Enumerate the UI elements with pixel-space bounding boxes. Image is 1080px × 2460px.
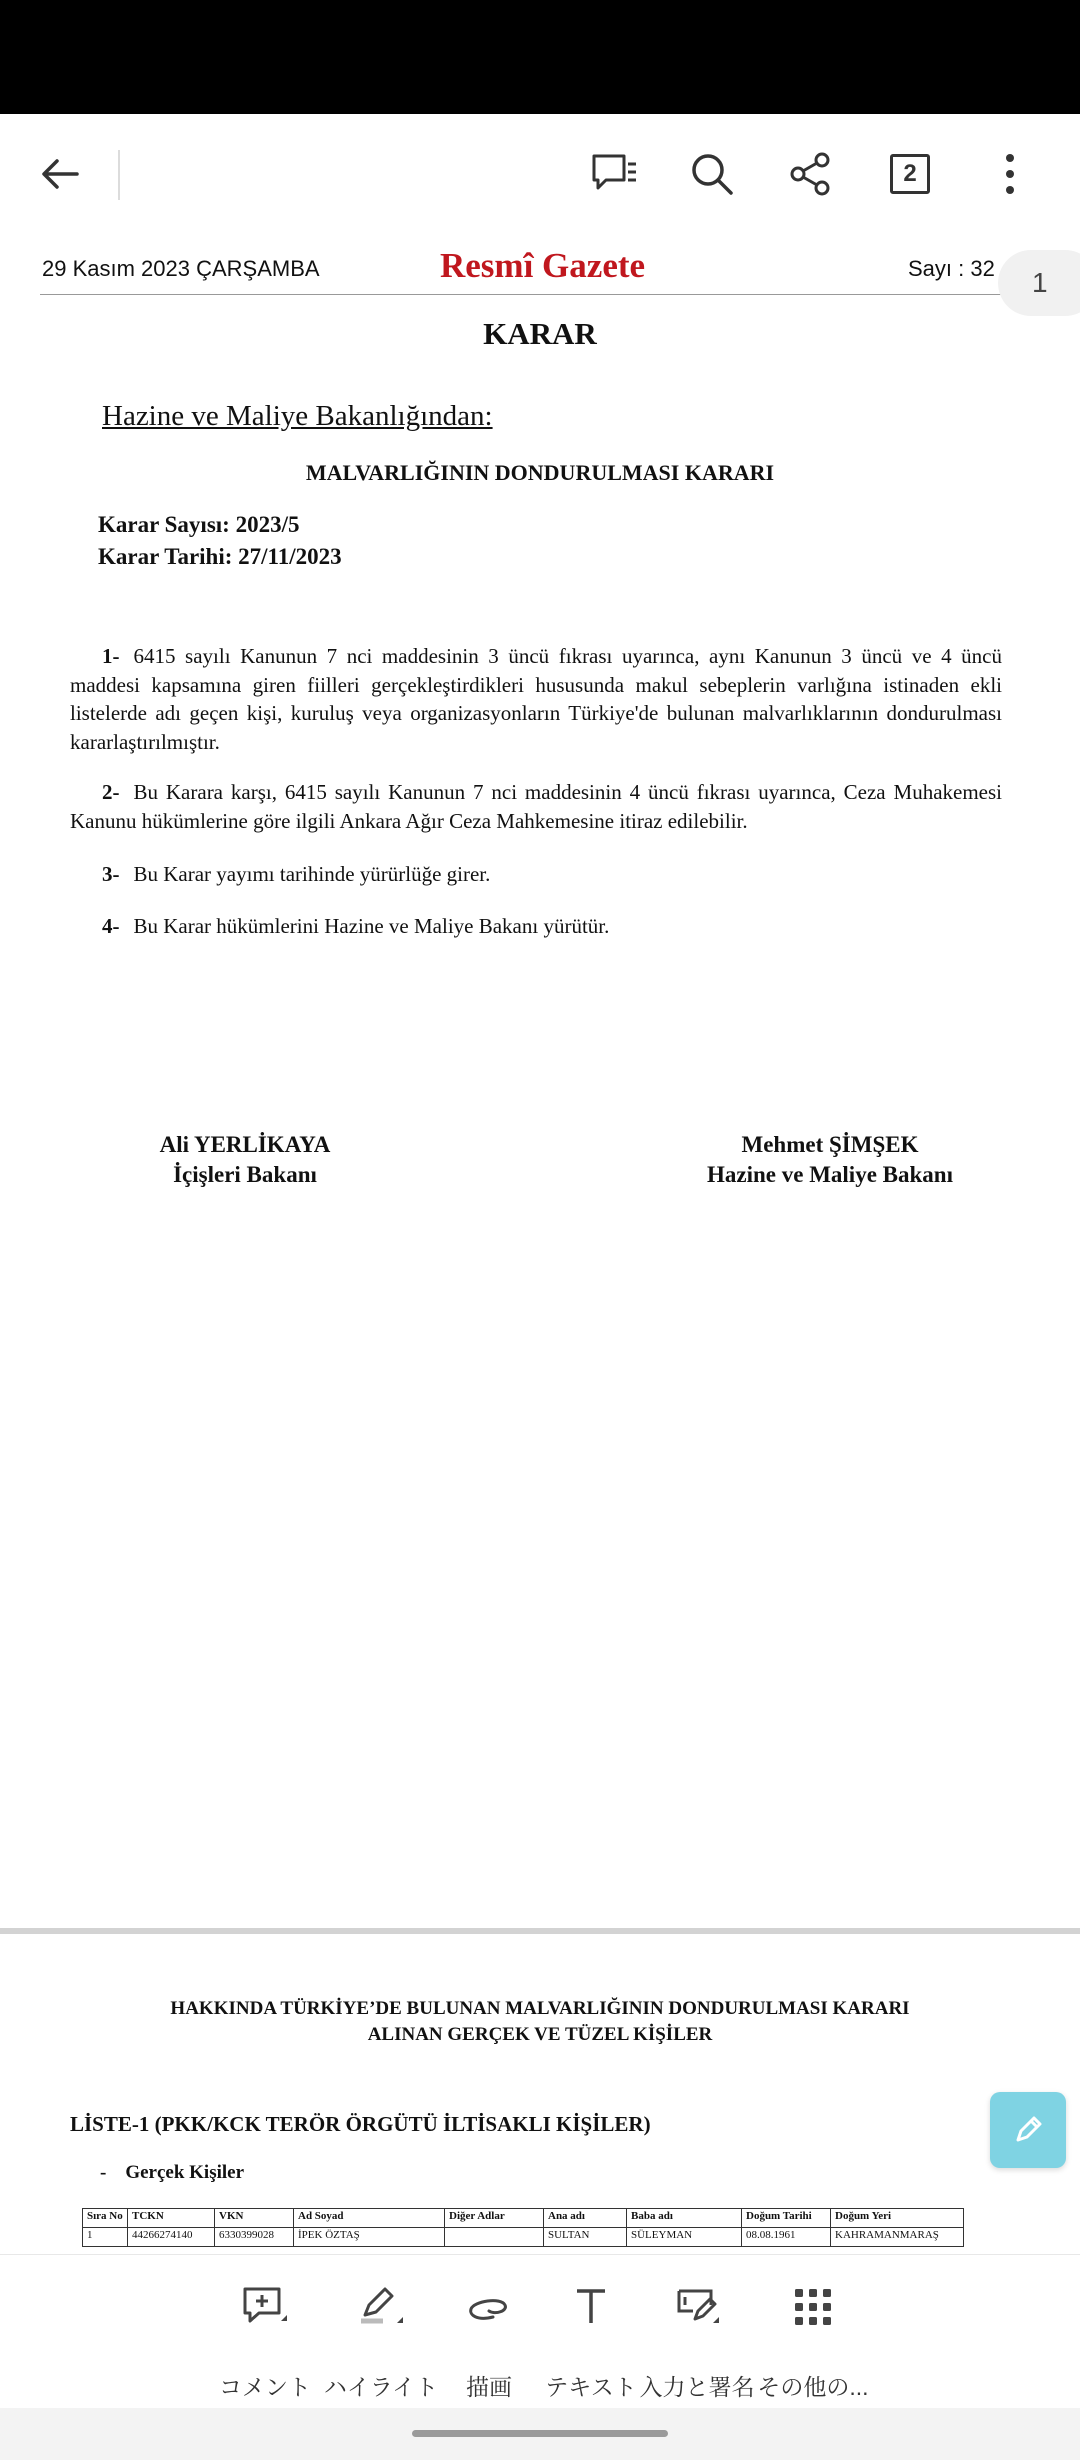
pen-icon: [1010, 2112, 1046, 2148]
page2-heading-line2: ALINAN GERÇEK VE TÜZEL KİŞİLER: [367, 2024, 713, 2045]
table-header: Sıra No: [83, 2209, 128, 2228]
table-header: VKN: [215, 2209, 294, 2228]
article-3: [70, 860, 1002, 889]
draw-lasso-icon: [459, 2277, 519, 2337]
gazette-issue: Sayı : 32: [908, 256, 995, 281]
table-row: [83, 2228, 964, 2247]
page2-heading: [0, 1996, 1080, 2048]
page-count: 2: [903, 160, 917, 187]
header-rule: [40, 294, 1040, 295]
table-cell: [445, 2228, 544, 2247]
back-arrow-icon: [37, 151, 83, 197]
comment-label: コメント: [219, 2374, 311, 2400]
toolbar-divider: [118, 150, 120, 200]
article-number: 2-: [102, 780, 120, 804]
signer-name: Mehmet ŞİMŞEK: [741, 1132, 919, 1157]
edit-fab-button[interactable]: [990, 2092, 1066, 2168]
table-header: Doğum Yeri: [831, 2209, 964, 2228]
search-icon: [688, 150, 736, 198]
table-header: TCKN: [128, 2209, 215, 2228]
table-cell: 1: [83, 2228, 128, 2247]
back-button[interactable]: [20, 134, 100, 214]
table-cell: 08.08.1961: [742, 2228, 831, 2247]
comment-tool[interactable]: [210, 2269, 320, 2399]
table-header: Baba adı: [627, 2209, 742, 2228]
more-tools[interactable]: [758, 2269, 868, 2399]
more-tools-label: その他の...: [757, 2374, 869, 2400]
page2-heading-line1: HAKKINDA TÜRKİYE’DE BULUNAN MALVARLIĞININ DONDURULMASI KARARI: [170, 1998, 910, 2019]
page-number: 1: [1032, 267, 1048, 298]
article-number: 1-: [102, 644, 120, 668]
highlight-label: ハイライト: [323, 2374, 439, 2400]
article-1: [70, 642, 1002, 756]
comment-add-icon: [235, 2277, 295, 2337]
decision-number: Karar Sayısı: 2023/5: [98, 512, 300, 537]
system-nav-bar: [0, 2408, 1080, 2460]
home-gesture-handle[interactable]: [412, 2430, 668, 2437]
pages-button[interactable]: [870, 134, 950, 214]
highlight-tool[interactable]: [323, 2269, 439, 2400]
table-header: Doğum Tarihi: [742, 2209, 831, 2228]
article-2: [70, 778, 1002, 835]
article-text: Bu Karara karşı, 6415 sayılı Kanunun 7 nci maddesinin 4 üncü fıkrası uyarınca, Ceza Muhakemesi Kanunu hükümlerine göre ilgili Ankara Ağır Ceza Mahkemesine itiraz edilebilir.: [70, 780, 1002, 833]
signer-title: Hazine ve Maliye Bakanı: [707, 1162, 953, 1187]
table-cell: KAHRAMANMARAŞ: [831, 2228, 964, 2247]
signer-name: Ali YERLİKAYA: [159, 1132, 331, 1157]
gazette-title: Resmî Gazete: [440, 246, 646, 285]
decision-date: Karar Tarihi: 27/11/2023: [98, 544, 342, 569]
text-label: テキスト: [545, 2374, 637, 2400]
gazette-date: 29 Kasım 2023 ÇARŞAMBA: [42, 256, 320, 281]
signer-title: İçişleri Bakanı: [173, 1162, 317, 1187]
table-cell: 6330399028: [215, 2228, 294, 2247]
fill-sign-tool[interactable]: [639, 2269, 755, 2400]
draw-label: 描画: [466, 2374, 512, 2400]
more-options-button[interactable]: [970, 134, 1050, 214]
more-vertical-icon: [1000, 150, 1020, 198]
article-text: 6415 sayılı Kanunun 7 nci maddesinin 3 üncü fıkrası uyarınca, aynı Kanunun 3 üncü ve 4 üncü maddesi kapsamına giren fiilleri gerçekleştirdikleri hususunda makul sebeplerin varlığına istinaden ekli listelerde adı geçen kişi, kuruluş veya organizasyonların Türkiye'de bulunan malvarlıklarının dondurulması kararlaştırılmıştır.: [70, 644, 1002, 754]
table-header: Diğer Adlar: [445, 2209, 544, 2228]
table-header-row: [83, 2209, 964, 2228]
highlight-pen-icon: [351, 2277, 411, 2337]
signature-interior-minister: [120, 1130, 370, 1190]
pages-icon: [890, 154, 930, 194]
document-page-2: [0, 1934, 1080, 2254]
text-icon: [561, 2277, 621, 2337]
search-button[interactable]: [672, 134, 752, 214]
list-title: LİSTE-1 (PKK/KCK TERÖR ÖRGÜTÜ İLTİSAKLI KİŞİLER): [70, 2112, 651, 2136]
page-number-badge: [998, 250, 1080, 316]
persons-table: [82, 2208, 964, 2247]
comment-list-icon: [588, 150, 640, 198]
bottom-toolbar: [0, 2254, 1080, 2409]
article-number: 4-: [102, 914, 120, 938]
signature-finance-minister: [680, 1130, 980, 1190]
grid-more-icon: [783, 2277, 843, 2337]
share-button[interactable]: [770, 134, 850, 214]
article-4: [70, 912, 1002, 941]
article-text: Bu Karar hükümlerini Hazine ve Maliye Bakanı yürütür.: [133, 914, 610, 938]
table-cell: SULTAN: [544, 2228, 627, 2247]
ministry-name: Hazine ve Maliye Bakanlığından:: [102, 400, 493, 432]
document-page-1: [0, 234, 1080, 1930]
comment-list-button[interactable]: [574, 134, 654, 214]
table-header: Ad Soyad: [294, 2209, 445, 2228]
document-heading: KARAR: [483, 316, 597, 351]
table-cell: İPEK ÖZTAŞ: [294, 2228, 445, 2247]
share-icon: [786, 150, 834, 198]
article-number: 3-: [102, 862, 120, 886]
status-bar: [0, 0, 1080, 114]
table-cell: SÜLEYMAN: [627, 2228, 742, 2247]
table-cell: 44266274140: [128, 2228, 215, 2247]
top-toolbar: [0, 114, 1080, 235]
decision-title: MALVARLIĞININ DONDURULMASI KARARI: [305, 460, 775, 485]
article-text: Bu Karar yayımı tarihinde yürürlüğe girer.: [133, 862, 491, 886]
list-subheading: - Gerçek Kişiler: [100, 2162, 245, 2183]
fill-sign-label: 入力と署名: [639, 2374, 755, 2400]
fill-sign-icon: [667, 2277, 727, 2337]
text-tool[interactable]: [536, 2269, 646, 2399]
table-header: Ana adı: [544, 2209, 627, 2228]
